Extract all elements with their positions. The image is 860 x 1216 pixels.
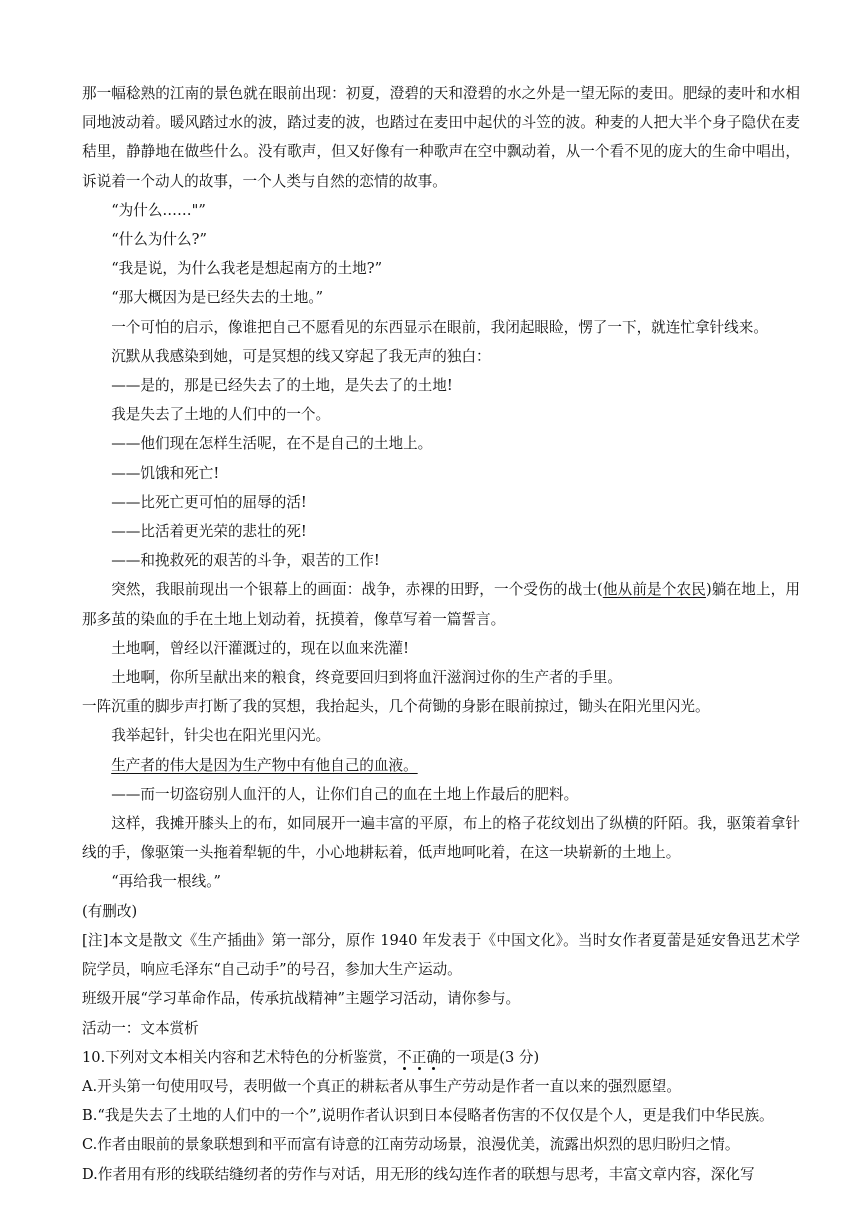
activity-intro: 班级开展“学习革命作品，传承抗战精神”主题学习活动，请你参与。 — [82, 990, 521, 1008]
emphasis-char: 不 — [397, 1048, 412, 1066]
annotation-note: [注]本文是散文《生产插曲》第一部分，原作 1940 年发表于《中国文化》。当时女作者夏蕾是延安鲁迅艺术学院学员，响应毛泽东“自己动手”的号召，参加大生产运动。 — [82, 931, 800, 979]
source-note: (有删改) — [82, 902, 138, 920]
monologue-line: ——比死亡更可怕的屈辱的活! — [111, 493, 307, 511]
dialog-line: “什么为什么?” — [111, 231, 207, 249]
question-stem — [82, 1043, 800, 1072]
activity-heading: 活动一：文本赏析 — [82, 1019, 199, 1037]
monologue-line: ——比活着更光荣的悲壮的死! — [111, 523, 307, 541]
paragraph-footsteps: 一阵沉重的脚步声打断了我的冥想，我抬起头，几个荷锄的身影在眼前掠过，锄头在阳光里闪光。 — [82, 698, 710, 716]
screen-text-end: )躺在地上，用那多茧的染血的手在土地上划动着，抚摸着，像草写着一篇誓言。 — [82, 581, 800, 628]
paragraph-revelation: 一个可怕的启示，像谁把自己不愿看见的东西显示在眼前，我闭起眼睑，愣了一下，就连忙拿针线来。 — [111, 318, 768, 336]
emphasis-char: 正 — [411, 1048, 427, 1066]
dialog-line: “那大概因为是已经失去的土地。” — [111, 289, 324, 307]
question-stem-start: 10.下列对文本相关内容和艺术特色的分析鉴赏， — [82, 1048, 398, 1066]
option-b: B.“我是失去了土地的人们中的一个”,说明作者认识到日本侵略者伤害的不仅仅是个人，更是我们中华民族。 — [82, 1107, 774, 1125]
paragraph-screen-image — [82, 575, 800, 633]
option-d: D.作者用有形的线联结缝纫者的劳作与对话，用无形的线勾连作者的联想与思考，丰富文章内容，深化写 — [82, 1165, 755, 1183]
monologue-line: ——是的，那是已经失去了的土地，是失去了的土地! — [111, 377, 453, 395]
paragraph-cloth: 这样，我摊开膝头上的布，如同展开一遍丰富的平原，布上的格子花纹划出了纵横的阡陌。我，驱策着拿针线的手，像驱策一头拖着犁轭的牛，小心地耕耘着，低声地呵叱着，在这一块崭新的土地上。 — [82, 815, 800, 862]
emphasis-char: 确 — [426, 1048, 441, 1066]
underlined-sentence: 生产者的伟大是因为生产物中有他自己的血液。 — [111, 756, 418, 774]
land-line: 土地啊，曾经以汗灌溉过的，现在以血来洗灌! — [111, 639, 409, 657]
paragraph-thread: “再给我一根线。” — [111, 873, 221, 891]
monologue-line: ——他们现在怎样生活呢，在不是自己的土地上。 — [111, 435, 433, 453]
monologue-line: ——饥饿和死亡! — [111, 464, 220, 482]
option-a: A.开头第一句使用叹号，表明做一个真正的耕耘者从事生产劳动是作者一直以来的强烈愿望。 — [82, 1077, 681, 1095]
dialog-line: “我是说，为什么我老是想起南方的土地?” — [111, 260, 383, 278]
paragraph-thieves: ——而一切盗窃别人血汗的人，让你们自己的血在土地上作最后的肥料。 — [111, 785, 579, 803]
paragraph-greatness — [82, 751, 800, 780]
monologue-line: ——和挽救死的艰苦的斗争，艰苦的工作! — [111, 552, 380, 570]
paragraph-needle: 我举起针，针尖也在阳光里闪光。 — [111, 727, 331, 745]
land-line: 土地啊，你所呈献出来的粮食，终竟要回归到将血汗滋润过你的生产者的手里。 — [111, 669, 622, 687]
dialog-line: “为什么……"” — [111, 201, 206, 219]
screen-text-start: 突然，我眼前现出一个银幕上的画面：战争，赤裸的田野，一个受伤的战士( — [111, 581, 603, 599]
underlined-phrase: 他从前是个农民 — [602, 581, 706, 599]
paragraph-silence: 沉默从我感染到她，可是冥想的线又穿起了我无声的独白： — [111, 347, 491, 365]
question-stem-end: 的一项是(3 分) — [440, 1048, 540, 1066]
paragraph-jiangnan-scene: 那一幅稔熟的江南的景色就在眼前出现：初夏，澄碧的天和澄碧的水之外是一望无际的麦田。肥绿的麦叶和水相同地波动着。暖风踏过水的波，踏过麦的波，也踏过在麦田中起伏的斗笠的波。种麦的人把大半个身子隐伏在麦秸里，静静地在做些什么。没有歌声，但又好像有一种歌声在空中飘动着，从一个看不见的庞大的生命中唱出，诉说着一个动人的故事，一个人类与自然的恋情的故事。 — [82, 85, 800, 190]
monologue-line: 我是失去了土地的人们中的一个。 — [111, 406, 331, 424]
option-c: C.作者由眼前的景象联想到和平而富有诗意的江南劳动场景，浪漫优美，流露出炽烈的思归盼归之情。 — [82, 1136, 740, 1154]
